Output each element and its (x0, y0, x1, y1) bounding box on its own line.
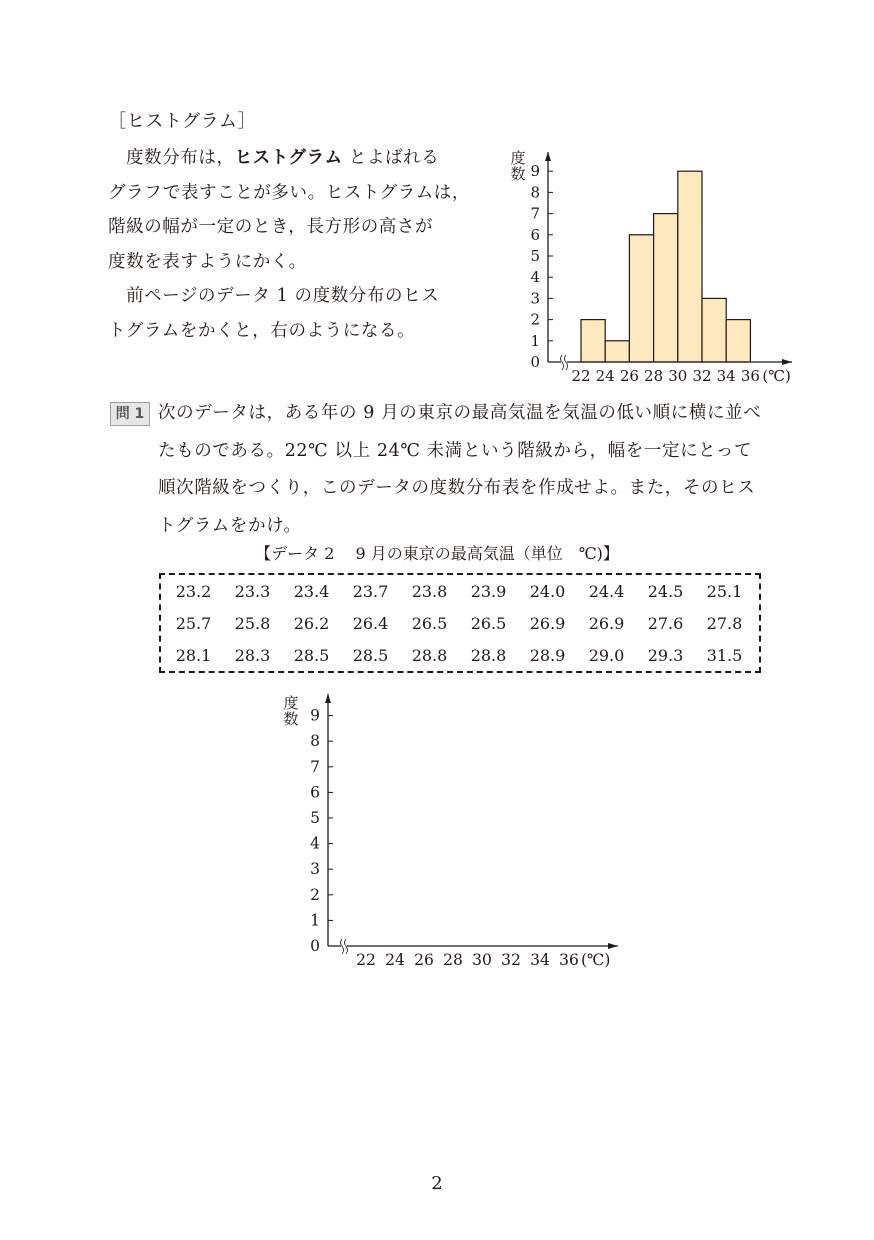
y-axis-label: 度 (510, 149, 526, 167)
x-tick-label: 32 (501, 951, 521, 969)
histogram-bar (654, 214, 678, 362)
histogram-example (500, 140, 800, 390)
data-cell: 26.5 (470, 614, 507, 633)
question-line: たものである。22℃ 以上 24℃ 未満という階級から，幅を一定にとって (158, 440, 753, 461)
data-cell: 24.0 (529, 582, 566, 601)
data-row (161, 576, 759, 608)
paragraph-line (108, 176, 470, 211)
y-axis-label: 数 (283, 710, 299, 728)
section-heading: ［ヒストグラム］ (108, 111, 257, 132)
y-tick-label: 0 (530, 353, 540, 371)
data-cell: 28.5 (352, 646, 389, 665)
data-cell: 28.1 (175, 646, 212, 665)
histogram-bar (678, 171, 702, 362)
text-span: 度数を表すようにかく。 (108, 251, 307, 272)
x-tick-label: 30 (472, 951, 492, 969)
data-cell: 25.7 (175, 614, 212, 633)
y-tick-label: 5 (310, 809, 320, 827)
text-span: 前ページのデータ 1 の度数分布のヒス (126, 286, 440, 306)
data-cell: 31.5 (706, 646, 743, 665)
x-tick-label: 36 (740, 367, 760, 385)
data-cell: 26.4 (352, 614, 389, 633)
data-cell: 28.5 (293, 646, 330, 665)
data-cell: 26.2 (293, 614, 330, 633)
y-tick-label: 6 (310, 783, 320, 802)
x-tick-label: 22 (571, 367, 591, 385)
y-tick-label: 7 (310, 757, 320, 776)
text-span: 度数分布は， (126, 148, 235, 168)
paragraph-line (108, 141, 470, 176)
y-tick-label: 5 (530, 247, 540, 265)
data-cell: 27.8 (706, 614, 743, 633)
intro-paragraph (108, 141, 470, 348)
y-tick-label: 1 (310, 911, 320, 930)
y-tick-label: 7 (530, 204, 540, 223)
data-cell: 23.4 (293, 582, 330, 601)
y-tick-label: 8 (310, 732, 320, 751)
histogram-bar (702, 298, 726, 362)
paragraph-line (108, 245, 470, 280)
data-cell: 29.0 (588, 646, 625, 665)
data-cell: 28.8 (470, 646, 507, 665)
histogram-blank-axes (270, 690, 630, 980)
data-cell: 29.3 (647, 646, 684, 665)
y-axis-arrow-icon (325, 694, 331, 703)
data-cell: 23.2 (175, 582, 212, 601)
x-tick-label: 32 (692, 367, 712, 385)
y-tick-label: 9 (530, 162, 540, 181)
data-cell: 28.3 (234, 646, 271, 665)
x-axis-unit-label: (℃) (581, 951, 611, 969)
y-axis-arrow-icon (545, 152, 551, 161)
data-cell: 24.5 (647, 582, 684, 601)
text-span: とよばれる (342, 148, 440, 168)
x-tick-label: 24 (385, 951, 405, 969)
x-axis-unit-label: (℃) (762, 367, 791, 385)
data-cell: 26.9 (529, 614, 566, 633)
question-text (158, 398, 761, 548)
text-span: グラフで表すことが多い。ヒストグラムは， (108, 182, 470, 203)
data-cell: 23.8 (411, 582, 448, 601)
text-span: 階級の幅が一定のとき，長方形の高さが (108, 217, 434, 237)
histogram-bar (605, 341, 629, 362)
x-tick-label: 36 (559, 951, 579, 969)
data-cell: 23.7 (352, 582, 389, 601)
paragraph-line (108, 314, 470, 349)
y-tick-label: 6 (530, 225, 540, 244)
y-tick-label: 1 (530, 331, 540, 350)
y-tick-label: 2 (310, 885, 320, 904)
question-badge: 問 1 (110, 402, 150, 426)
question-line: 次のデータは，ある年の 9 月の東京の最高気温を気温の低い順に横に並べ (158, 403, 762, 423)
text-span: トグラムをかくと，右のようになる。 (108, 320, 416, 341)
data-cell: 28.9 (529, 646, 566, 665)
x-tick-label: 30 (668, 367, 688, 385)
y-axis-label: 度 (283, 694, 299, 712)
y-tick-label: 4 (530, 268, 540, 287)
histogram-bar (629, 235, 653, 362)
y-tick-label: 3 (310, 860, 320, 879)
data-table (159, 573, 761, 673)
y-tick-label: 3 (530, 289, 540, 308)
x-tick-label: 26 (414, 951, 434, 969)
data-cell: 23.9 (470, 582, 507, 601)
data-cell: 23.3 (234, 582, 271, 601)
y-axis-label: 数 (510, 165, 526, 183)
data-cell: 25.8 (234, 614, 271, 633)
data-table-title: 【データ 2 9 月の東京の最高気温（単位 ℃)】 (255, 544, 619, 563)
y-tick-label: 0 (310, 937, 320, 955)
bold-term: ヒストグラム (234, 148, 343, 168)
y-tick-label: 2 (530, 310, 540, 329)
x-tick-label: 28 (443, 951, 463, 969)
data-cell: 27.6 (647, 614, 684, 633)
histogram-bar (581, 320, 605, 362)
x-tick-label: 22 (356, 951, 376, 969)
x-tick-label: 24 (595, 367, 615, 385)
x-tick-label: 26 (619, 367, 639, 385)
page-number: 2 (431, 1173, 443, 1194)
x-tick-label: 28 (644, 367, 664, 385)
data-cell: 28.8 (411, 646, 448, 665)
data-cell: 26.9 (588, 614, 625, 633)
data-row (161, 608, 759, 640)
data-cell: 26.5 (411, 614, 448, 633)
question-line: 順次階級をつくり，このデータの度数分布表を作成せよ。また，そのヒス (158, 478, 756, 498)
data-cell: 24.4 (588, 582, 625, 601)
histogram-bar (726, 320, 750, 362)
question-line: トグラムをかけ。 (158, 515, 302, 536)
x-axis-arrow-icon (608, 943, 618, 949)
data-cell: 25.1 (706, 582, 743, 601)
data-row (161, 640, 759, 672)
paragraph-line (108, 279, 470, 314)
x-tick-label: 34 (716, 367, 736, 385)
y-tick-label: 4 (310, 834, 320, 853)
x-axis-arrow-icon (782, 359, 792, 365)
y-tick-label: 9 (310, 706, 320, 725)
x-tick-label: 34 (530, 951, 550, 969)
paragraph-line (108, 210, 470, 245)
y-tick-label: 8 (530, 183, 540, 202)
